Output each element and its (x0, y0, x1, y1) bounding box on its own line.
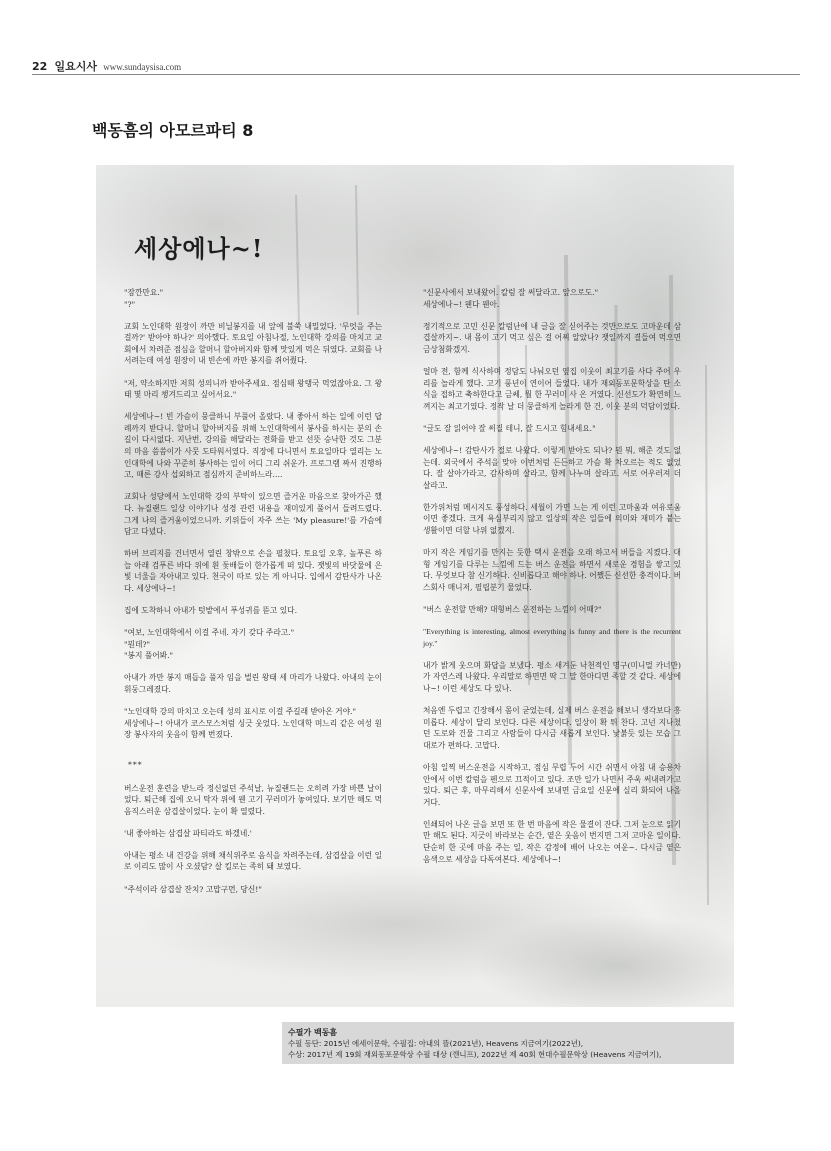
paragraph: 세상에나~! 아내가 코스모스처럼 싱긋 웃었다. 노인대학 며느리 같은 여성 원장 봉사자의 웃음이 함께 번졌다. (124, 718, 382, 740)
paragraph: "신문사에서 보내왔어. 칼럼 잘 써달라고. 앞으로도." (423, 288, 599, 297)
paragraph: "봉지 풀어봐." (124, 651, 174, 661)
series-title: 백동흠의 아모르파티 8 (92, 121, 254, 140)
author-bio-line: 수상: 2017년 제 19회 재외동포문학상 수필 대상 (깬니프), 2022년 제 40회 현대수필문학상 (Heavens 지금여기), (288, 1050, 662, 1059)
magazine-url: www.sundaysisa.com (103, 62, 182, 72)
article-left-column (124, 287, 382, 906)
paragraph: 정기적으로 고민 신문 칼럼난에 내 글을 잘 싣어주는 것만으로도 고마운데 삼겹살까지~. 내 몸이 고기 먹고 싶은 걸 어찌 알았나? 잿일까지 결들여 먹으면 금상첨화겠지. (423, 321, 681, 354)
author-bio-title: 수필가 백동흠 (288, 1028, 338, 1037)
paragraph: 세상에나~! 웬다 웬아. (423, 299, 500, 309)
article-title: 세상에나~! (134, 234, 264, 263)
paragraph: 버스운전 훈련을 받느라 정신없던 주석날, 뉴질랜드는 오히려 가장 바쁜 날이었다. 퇴근해 집에 오니 탁자 위에 웬 고기 꾸러미가 놓여있다. 보기만 해도 먹음직스러운 삼겹살이었다. 눈이 확 열렸다. (124, 783, 382, 816)
paragraph: "?" (124, 299, 136, 309)
paragraph: "글도 잘 읽어야 잘 써질 테니, 잘 드시고 힘내세요." (423, 423, 596, 433)
paragraph: 처음엔 두렵고 긴장해서 몸이 굳었는데, 실제 버스 운전을 해보니 생각보다 흥미롭다. 세상이 달리 보인다. 다른 세상이다. 일상이 확 튀 찬다. 고넌 지나쳤던 도로와 건물 그리고 사람들이 다시금 새롭게 보인다. 낯붉듯 있는 모습 그대로가 편하다. 고맙다. (423, 706, 681, 750)
header-divider (32, 74, 800, 75)
paragraph: 아내가 까만 봉지 매듭을 풀자 임을 벌린 왕태 세 마리가 나왔다. 아내의 눈이 휘둥그레졌다. (124, 673, 382, 695)
paragraph: "잠깐만요." (124, 288, 164, 297)
author-bio-line: 수필 등단: 2015년 에세이문학, 수필집: 아내의 뜰(2021년), Heavens 지금여기(2022년), (288, 1039, 584, 1048)
paragraph: 마지 작은 게임기를 만지는 듯한 택시 운전을 오래 하고서 버들을 지켰다. 대형 게임기를 다루는 느낌에 드는 버스 운전을 하면서 새로운 경험을 쌓고 있다. 무엇보다 참 신기하다. 신비롭다고 해야 하나. 어쨌든 신선한 충격이다. 버스회사 매니저, 필립분기 물었다. (423, 548, 681, 592)
paragraph: "노인대학 강의 마치고 오는데 성의 표시로 이걸 주길래 받아온 거야." (124, 707, 357, 717)
paragraph: 인쇄되어 나온 글을 보면 또 한 번 마음에 작은 물결이 잔다. 그저 눈으로 읽기만 해도 된다. 지긋이 바라보는 순간, 옅은 웃음이 번지면 그저 고마운 일이다. 단순히 한 곳에 마음 주는 일, 작은 감정에 배어 나오는 여운~. 다시금 옅은 음색으로 세상을 다독여본다. 세상에나~! (423, 819, 681, 864)
paragraph: "버스 운전할 만해? 대형버스 운전하는 느낌이 어때?" (423, 604, 602, 614)
paragraph: 아내는 평소 내 건강을 위해 채식위주로 음식을 차려주는데, 삼겹살을 이런 일로 이리도 많이 사 오셨담? 살 킬로는 족히 돼 보였다. (124, 850, 382, 872)
paragraph: "주석이라 삼겹살 잔치? 고맙구먼, 당신!" (124, 884, 262, 894)
article-right-column (423, 287, 681, 876)
paragraph: "여보, 노인대학에서 이걸 주네. 자기 갖다 주라고." (124, 628, 295, 638)
page-number: 22 (32, 60, 48, 73)
paragraph: 하버 브리지를 건너면서 열린 창밖으로 손을 펼쳤다. 토요일 오후, 높푸른 하늘 아래 검푸른 바다 위에 흰 돛배들이 한가롭게 떠 있다. 잿빛의 바닷물에 은빛 너울을 자아내고 있다. 천국이 따로 있는 게 아니다. 입에서 감탄사가 나온다. 세상에나~! (124, 549, 382, 593)
paragraph: "Everything is interesting, almost everything is funny and there is the recurrent joy." (423, 627, 681, 648)
paragraph: 교회 노인대학 원장이 까만 비닐봉지를 내 앞에 불쑥 내밀었다. '무엇을 주는 걸까?' 받아야 하나?' 의아했다. 토요일 아침나절, 노인대학 강의를 마치고 교회에서 차려준 점심을 할머니 할아버지와 함께 맛있게 먹은 뒤였다. 교회를 나서려는데 여성 원장이 내 빈손에 까만 봉지를 쥐어줬다. (124, 321, 382, 366)
author-bio-box (282, 1022, 734, 1064)
paragraph: 얼마 전, 함께 식사하며 정담도 나눠오던 옆집 이웃이 최고기를 사다 주어 우리를 놀라게 했다. 고기 풍년이 연이어 들었다. 내가 재외동포문학상을 탄 소식을 접하고 축하한다고 금쎄, 뭘 한 꾸러미 사 온 거였다. 신선도가 확연히 느껴지는 최고기였다. 정작 날 더 뭉클하게 놀라게 한 건, 이웃 분의 덕담이었다. (423, 366, 681, 411)
page-header (32, 58, 800, 74)
paragraph: "저, 약소하지만 저희 성의니까 받아주세요. 점심때 왕탱국 먹었잖아요. 그 왕태 몇 마리 챙겨드리고 싶어서요." (124, 378, 382, 400)
article-panel (96, 165, 734, 1007)
paragraph: 한가위처럼 메시지도 풍성하다. 세월이 가면 느는 게 이런 고마움과 여유로움이면 좋겠다. 크게 욕심부리지 않고 일상의 작은 일들에 의미와 재미가 붙는 생활이면 더할 나위 없겠지. (423, 502, 681, 535)
paragraph: "뭔데?" (124, 639, 151, 649)
paragraph: '내 좋아하는 삼겹살 파티라도 하겠네.' (124, 828, 252, 838)
paragraph: 집에 도착하니 아내가 텃밭에서 푸성귀를 뜯고 있다. (124, 606, 298, 616)
magazine-name: 일요시사 (54, 60, 98, 73)
paragraph: 세상에나~! 빈 가슴이 뭉클하니 부풀어 올랐다. 내 좋아서 하는 일에 이런 답례까지 받다니. 할머니 할아버지를 위해 노인대학에서 봉사를 하시는 분의 손길이 다시없다. 지난번, 강의를 해달라는 전화를 받고 선뜻 승낙한 것도 그분의 마음 씀씀이가 사뭇 도타워서였다. 직장에 다니면서 토요일마다 열리는 노인대학에 나와 꾸준히 봉사하는 일이 어디 그리 쉬운가. 프로그램 짜서 진행하고, 때론 강사 섭외하고 점심까지 준비하느라…. (124, 412, 382, 480)
section-divider: *** (128, 759, 143, 769)
paragraph: 내가 밝게 웃으며 화답을 보냈다. 평소 새겨둔 낙천적인 명구(미니멀 카너만)가 자연스레 나왔다. 우리말로 하면면 딱 그 말 한마디면 족할 것 같다. 세상에나~! 이런 세상도 다 있나. (423, 660, 681, 693)
paragraph: 아침 일찍 버스운전을 시작하고, 점심 무렵 두어 시간 쉬면서 아침 내 승용차 안에서 이번 칼럼을 펜으로 끄적이고 있다. 조만 일가 나면서 주욱 써내려가고 있다. 퇴근 후, 마무리해서 신문사에 보내면 금요일 신문에 실리 화되어 나올 거다. (423, 762, 681, 807)
paragraph: 교회나 성당에서 노인대학 강의 부탁이 있으면 즐거운 마음으로 찾아가곤 했다. 뉴질랜드 일상 이야기나 성경 관련 내용을 재미있게 풀어서 들려드렸다. 그게 나의 즐거움이었으니까. 키위들이 자주 쓰는 'My pleasure!'를 가슴에 담고 다녔다. (124, 492, 382, 537)
paragraph: 세상에나~! 감탄사가 절로 나왔다. 이렇게 받아도 되나? 뭔 뭐, 해준 것도 없는데. 외국에서 주석을 맞아 이번처럼 든든하고 가슴 확 차오르는 적도 없었다. 잘 살아가라고, 감사하며 살라고, 함께 나누며 살라고. 서로 어우러져 더 살라고. (423, 445, 681, 490)
